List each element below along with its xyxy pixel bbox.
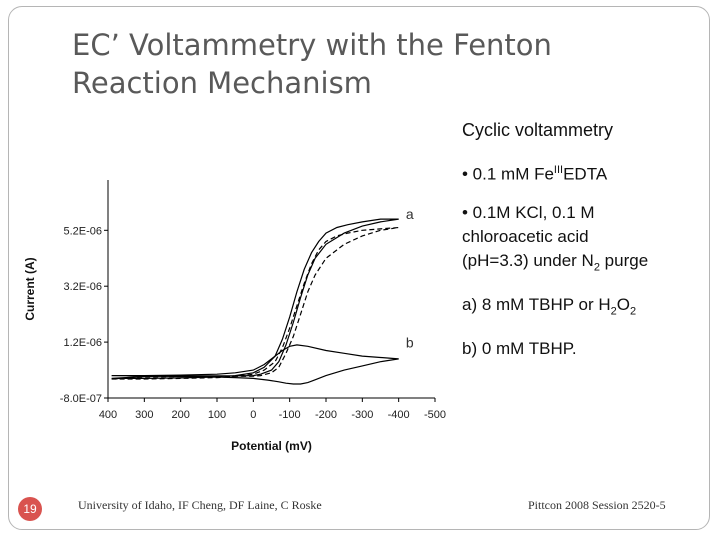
x-tick-label: 200 [171,409,190,421]
x-tick-label: -200 [314,409,338,421]
case-a-sub1: 2 [610,305,617,318]
x-tick-label: 100 [207,409,227,421]
x-tick-label: 300 [135,409,154,421]
panel-heading: Cyclic voltammetry [462,120,614,140]
y-tick-label: 3.2E-06 [63,281,102,294]
y-tick-label: -8.0E-07 [59,393,102,405]
y-tick-label: 1.2E-06 [63,337,102,350]
bullet-fe-edta [462,158,712,187]
footer-session: Pittcon 2008 Session 2520-5 [528,498,666,512]
chart-svg [20,170,460,460]
y-axis-title: Current (A) [23,257,37,321]
x-axis-title: Potential (mV) [231,439,312,453]
cyclic-voltammogram-chart [20,170,460,460]
bullet-kcl-line3 [462,249,712,279]
page-title: EC’ Voltammetry with the Fenton Reaction Mechanism [72,28,552,100]
x-tick-label: -400 [387,409,410,421]
case-a-mid: O [616,295,630,315]
y-tick-label: 5.2E-06 [63,225,102,238]
case-a-prefix: a) 8 mM TBHP or H [462,295,611,315]
curve-annotation-b: b [405,334,414,351]
case-a [462,293,712,323]
curve-annotation-a: a [405,206,414,223]
bullet-kcl-line3-prefix: (pH=3.3) under N [462,250,594,270]
bullet-fe-edta-sup: III [553,164,564,176]
bullet-fe-edta-suffix: EDTA [563,164,608,184]
footer-credits: University of Idaho, IF Cheng, DF Laine, C Roske [78,498,322,512]
case-b: b) 0 mM TBHP. [462,339,577,359]
bullet-kcl-line1: • 0.1M KCl, 0.1 M [462,202,595,222]
slide-number-badge: 19 [18,497,42,521]
bullet-kcl-line3-suffix: purge [599,250,649,270]
cv-curve-2 [112,228,399,380]
x-tick-label: 0 [250,409,257,421]
bullet-kcl-line3-sub: 2 [593,261,600,274]
right-panel [462,118,712,361]
x-tick-label: -300 [351,409,374,421]
x-tick-label: -500 [423,409,447,421]
x-tick-label: 400 [98,409,118,421]
case-a-sub2: 2 [630,305,637,318]
x-tick-label: -100 [278,409,301,421]
bullet-kcl-line2: chloroacetic acid [462,226,589,246]
bullet-fe-edta-prefix: • 0.1 mM Fe [462,164,554,184]
